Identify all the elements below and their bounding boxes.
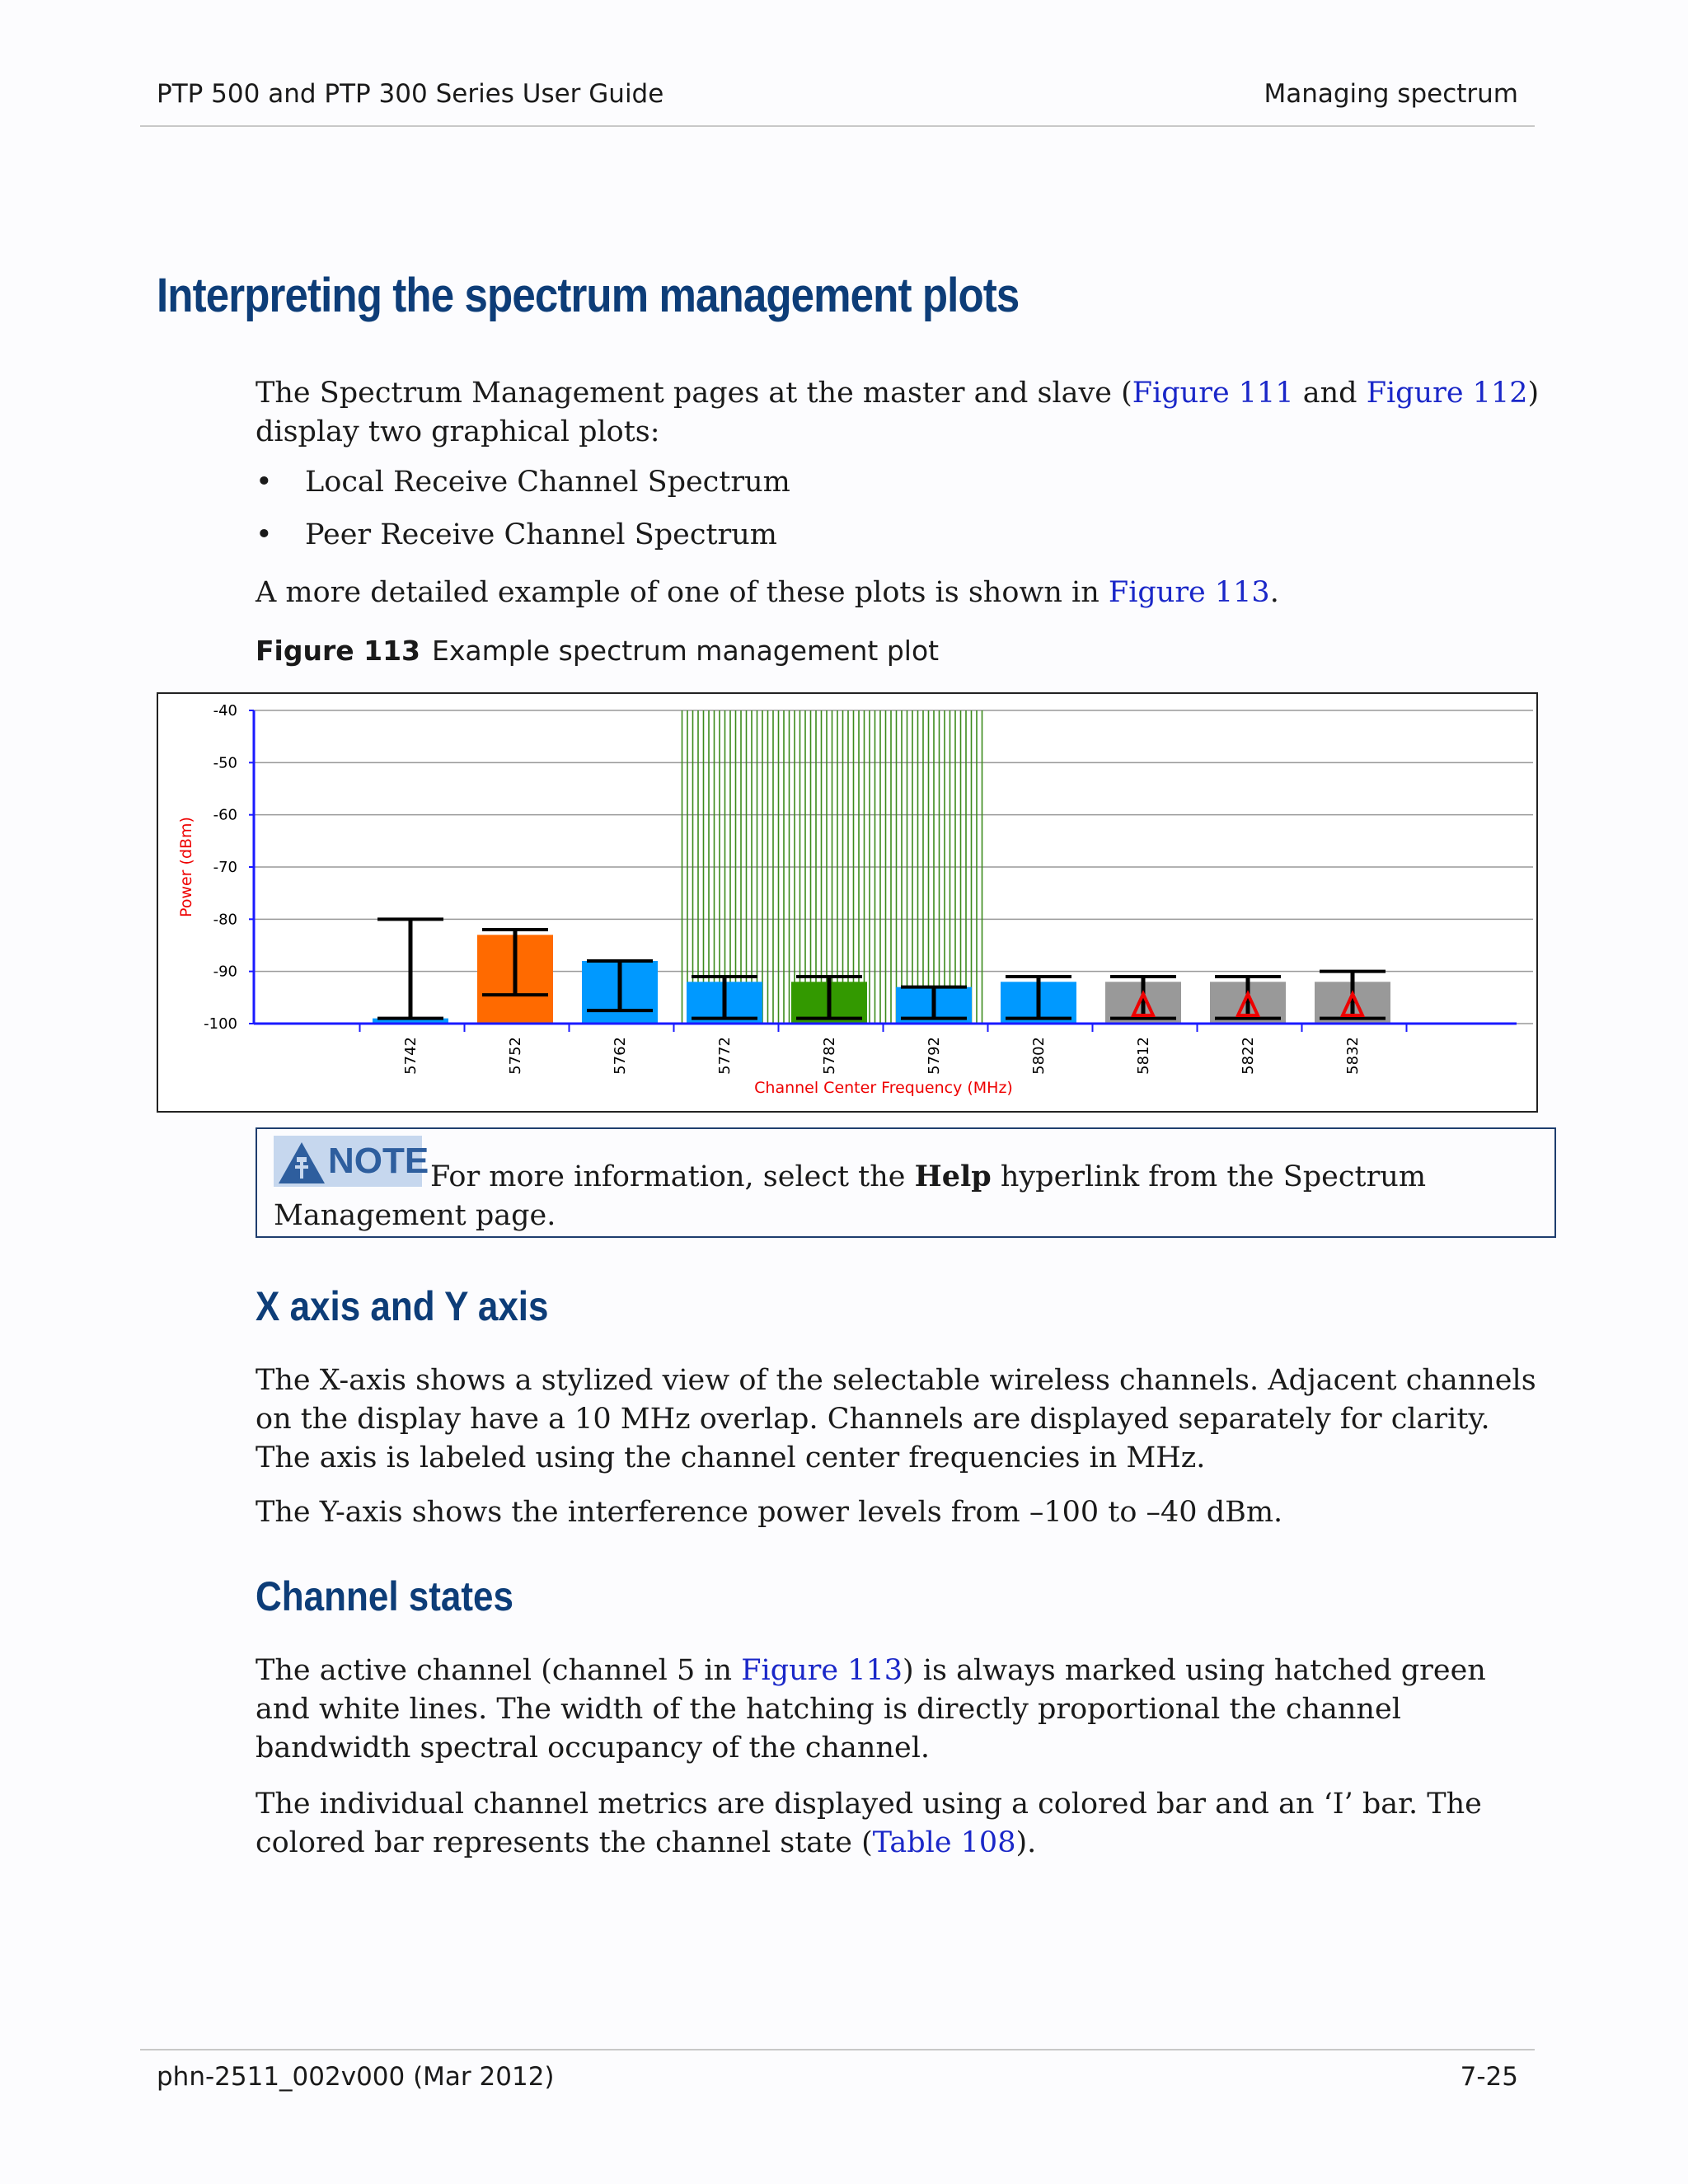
figure-caption — [256, 635, 939, 667]
x-tick-label-5802: 5802 — [1030, 1037, 1048, 1075]
page-footer — [157, 2062, 1518, 2092]
figure-112-link[interactable]: Figure 112 — [1366, 377, 1528, 410]
table-108-link[interactable]: Table 108 — [872, 1826, 1016, 1859]
x-tick-label-5742: 5742 — [402, 1037, 420, 1075]
figure-113-link[interactable]: Figure 113 — [1108, 576, 1270, 609]
intro-paragraph: The Spectrum Management pages at the master and slave (Figure 111 and Figure 112) display two graphical plots: — [256, 377, 1540, 448]
page-title: Interpreting the spectrum management plots — [157, 269, 1020, 322]
y-tick-label: -40 — [213, 702, 237, 719]
header-title: PTP 500 and PTP 300 Series User Guide — [157, 79, 664, 109]
help-hyperlink-text: Help — [914, 1160, 992, 1193]
x-tick-label-5772: 5772 — [716, 1037, 734, 1075]
note-box — [256, 1127, 1556, 1238]
y-tick-label: -80 — [213, 911, 237, 929]
x-tick-label-5752: 5752 — [507, 1037, 524, 1075]
axes-paragraph-1: The X-axis shows a stylized view of the selectable wireless channels. Adjacent channels on the display have a 10 MHz overlap. Channels are displayed separately for clarity. The axis is labeled using the channel center frequencies in MHz. — [256, 1364, 1536, 1474]
header-section: Managing spectrum — [1264, 79, 1518, 109]
section-heading-channel-states: Channel states — [256, 1573, 513, 1619]
x-tick-label-5832: 5832 — [1344, 1037, 1362, 1075]
y-tick-label: -100 — [204, 1015, 237, 1033]
axes-paragraph-2: The Y-axis shows the interference power levels from –100 to –40 dBm. — [256, 1496, 1283, 1529]
spectrum-chart — [157, 692, 1538, 1113]
y-tick-label: -90 — [213, 963, 237, 981]
figure-113-link[interactable]: Figure 113 — [741, 1654, 903, 1687]
x-tick-label-5762: 5762 — [612, 1037, 629, 1075]
x-tick-label-5792: 5792 — [926, 1037, 943, 1075]
page-number: 7-25 — [1460, 2062, 1518, 2092]
x-tick-label-5782: 5782 — [821, 1037, 838, 1075]
note-text: For more information, select the Help hyperlink from the Spectrum Management page. — [274, 1160, 1427, 1232]
y-tick-label: -60 — [213, 806, 237, 824]
y-tick-label: -70 — [213, 859, 237, 876]
figure-111-link[interactable]: Figure 111 — [1132, 377, 1294, 410]
page-header — [157, 79, 1518, 109]
x-axis-label: Channel Center Frequency (MHz) — [754, 1079, 1013, 1097]
note-label: NOTE — [328, 1141, 429, 1181]
y-axis-label: Power (dBm) — [177, 817, 195, 917]
intro-paragraph-2: A more detailed example of one of these plots is shown in Figure 113. — [256, 576, 1279, 609]
states-paragraph-1: The active channel (channel 5 in Figure 113) is always marked using hatched green and white lines. The width of the hatching is directly proportional the channel bandwidth spectral occupancy of the channel. — [256, 1654, 1486, 1765]
document-id: phn-2511_002v000 (Mar 2012) — [157, 2062, 555, 2092]
x-tick-label-5822: 5822 — [1240, 1037, 1257, 1075]
states-paragraph-2: The individual channel metrics are displayed using a colored bar and an ‘I’ bar. The colored bar represents the channel state (Table 108). — [256, 1788, 1482, 1859]
spectrum-chart-svg — [158, 694, 1536, 1111]
section-heading-axes: X axis and Y axis — [256, 1283, 549, 1329]
footer-rule — [140, 2049, 1535, 2050]
figure-caption-text: Example spectrum management plot — [432, 635, 940, 667]
x-tick-label-5812: 5812 — [1135, 1037, 1152, 1075]
y-tick-label: -50 — [213, 754, 237, 772]
figure-label: Figure 113 — [256, 635, 420, 667]
header-rule — [140, 125, 1535, 127]
